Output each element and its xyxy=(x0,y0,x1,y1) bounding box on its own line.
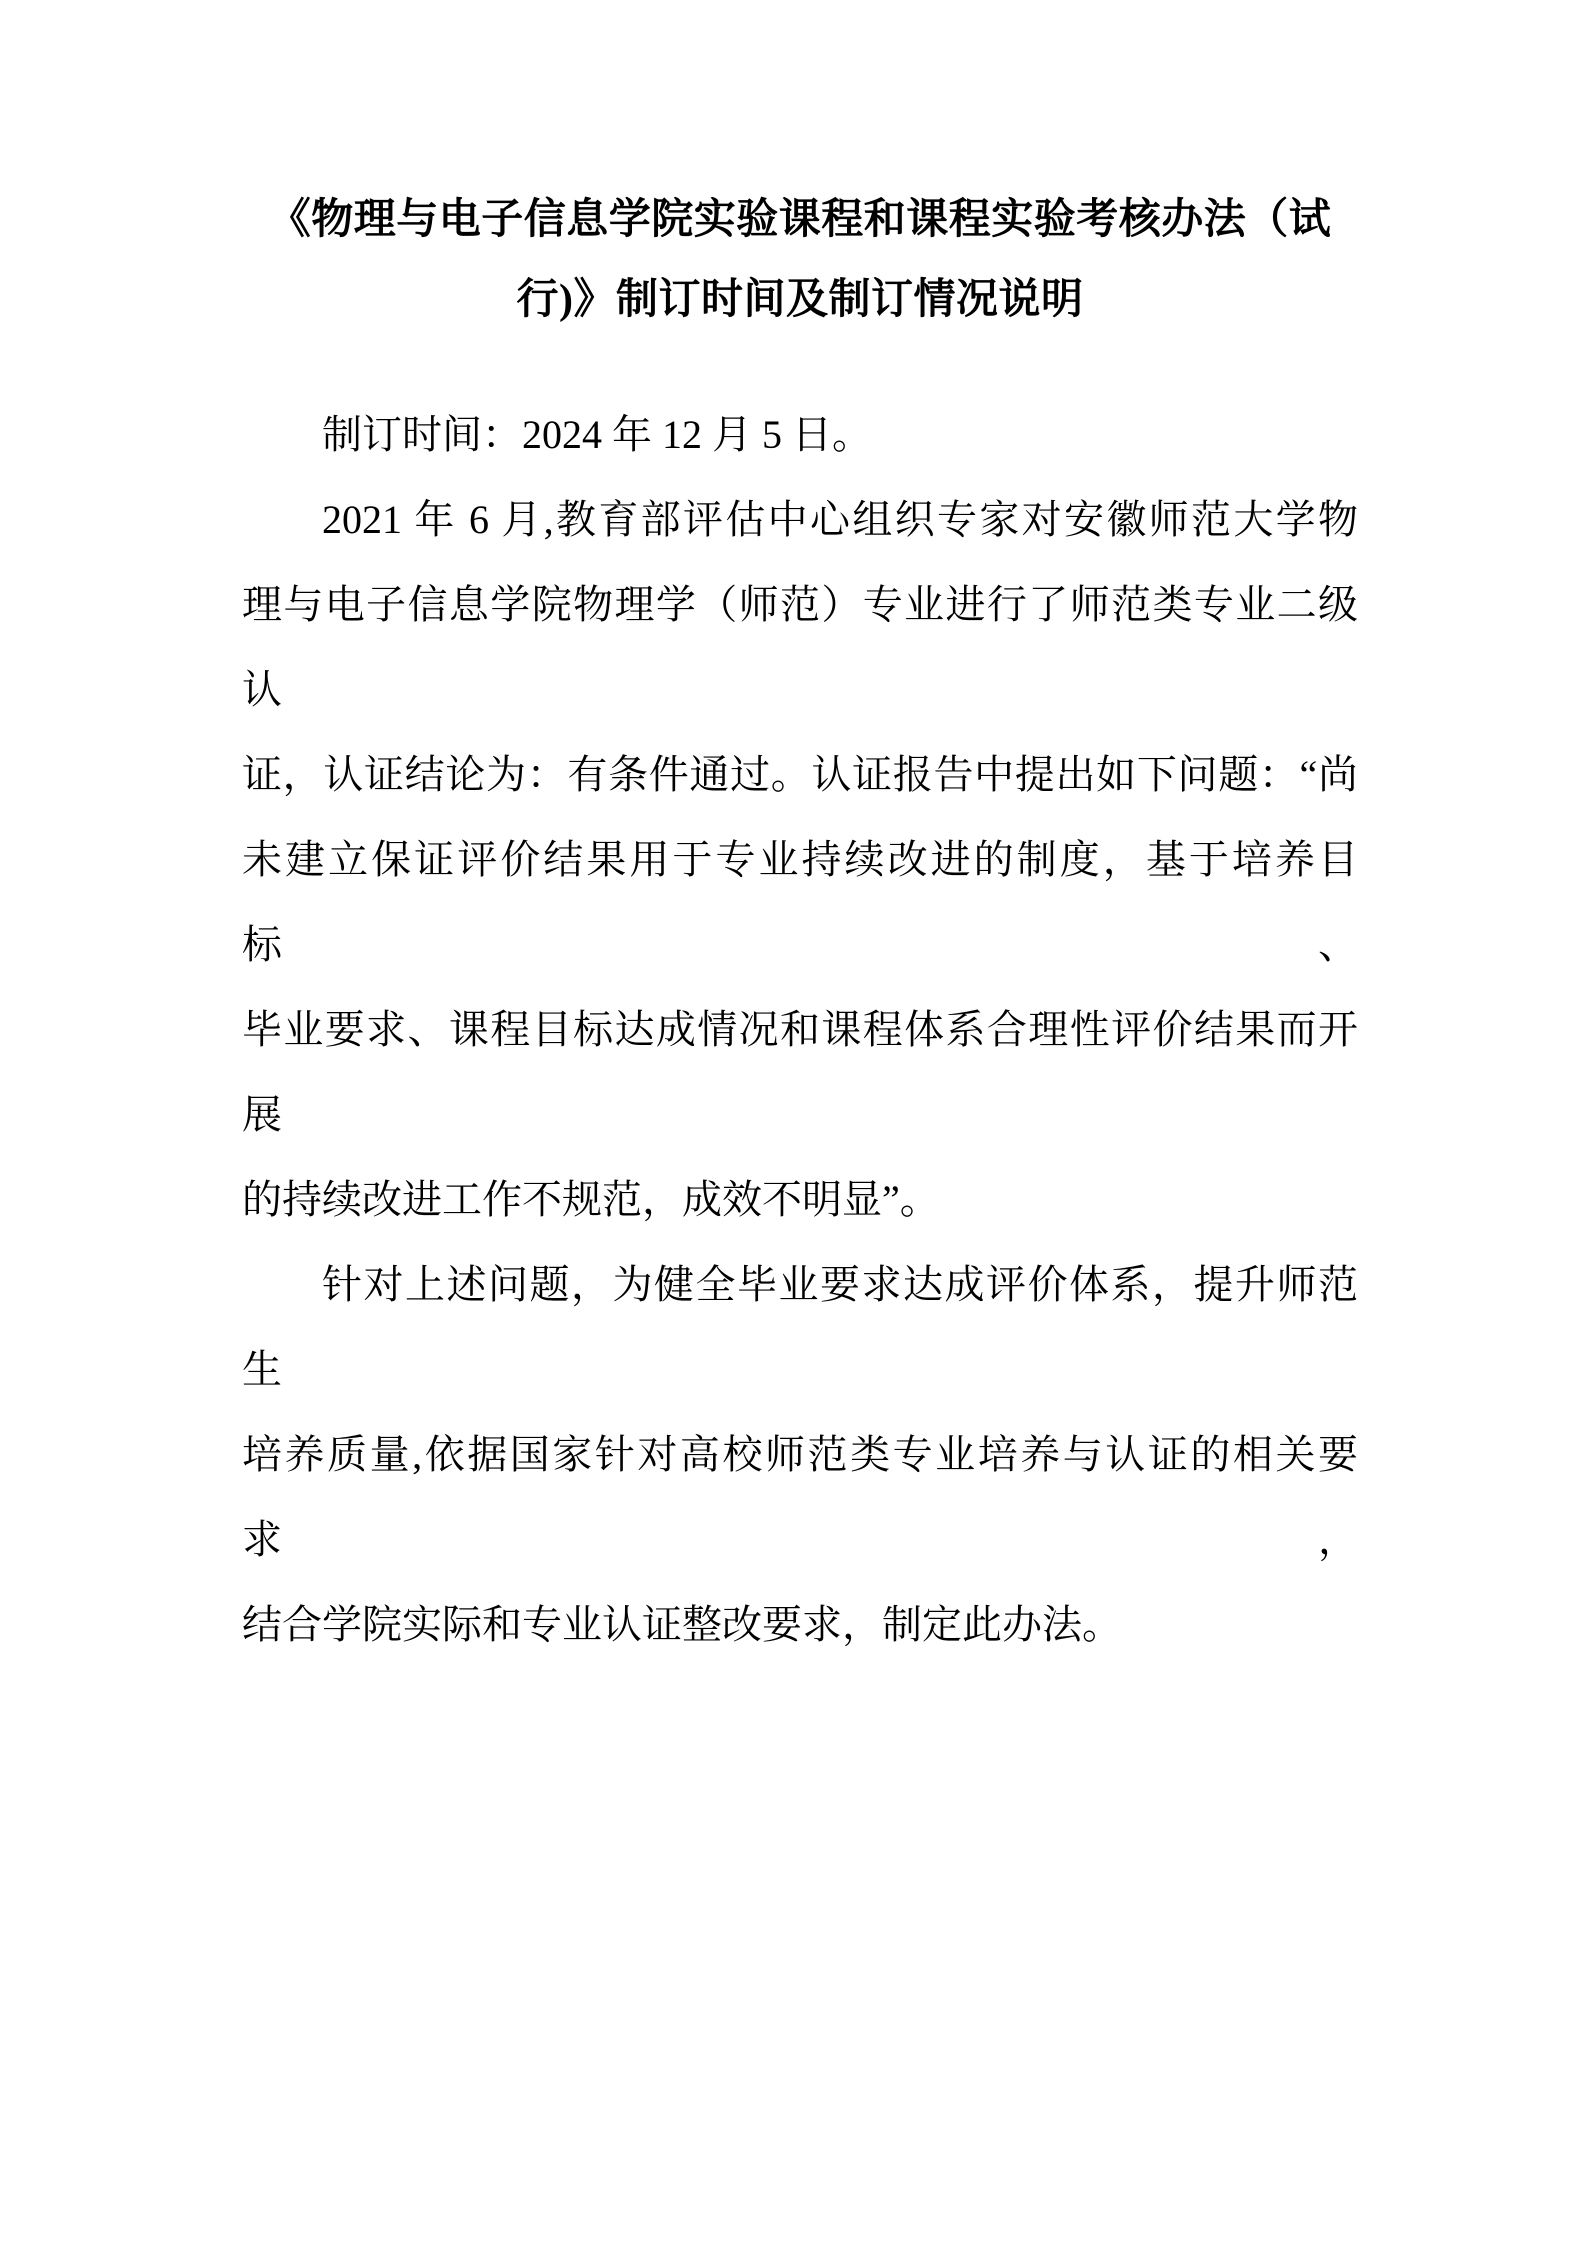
document-body xyxy=(242,392,1358,1667)
text-line: 2021 年 6 月,教育部评估中心组织专家对安徽师范大学物 xyxy=(322,497,1358,542)
text-line: 针对上述问题，为健全毕业要求达成评价体系，提升师范生 xyxy=(242,1262,1358,1392)
text-line: 的持续改进工作不规范，成效不明显”。 xyxy=(242,1177,940,1222)
text-line: 培养质量,依据国家针对高校师范类专业培养与认证的相关要求， xyxy=(242,1432,1358,1562)
text-line: 毕业要求、课程目标达成情况和课程体系合理性评价结果而开展 xyxy=(242,1007,1358,1137)
text-line: 结合学院实际和专业认证整改要求，制定此办法。 xyxy=(242,1602,1122,1647)
text-line: 证，认证结论为：有条件通过。认证报告中提出如下问题：“尚 xyxy=(242,752,1358,797)
text-line: 理与电子信息学院物理学（师范）专业进行了师范类专业二级认 xyxy=(242,582,1358,712)
title-line: 行)》制订时间及制订情况说明 xyxy=(516,277,1084,323)
text-line: 未建立保证评价结果用于专业持续改进的制度，基于培养目标、 xyxy=(242,837,1358,967)
document-title xyxy=(242,180,1358,340)
title-line: 《物理与电子信息学院实验课程和课程实验考核办法（试 xyxy=(268,197,1332,243)
text-line: 制订时间：2024 年 12 月 5 日。 xyxy=(322,412,872,457)
